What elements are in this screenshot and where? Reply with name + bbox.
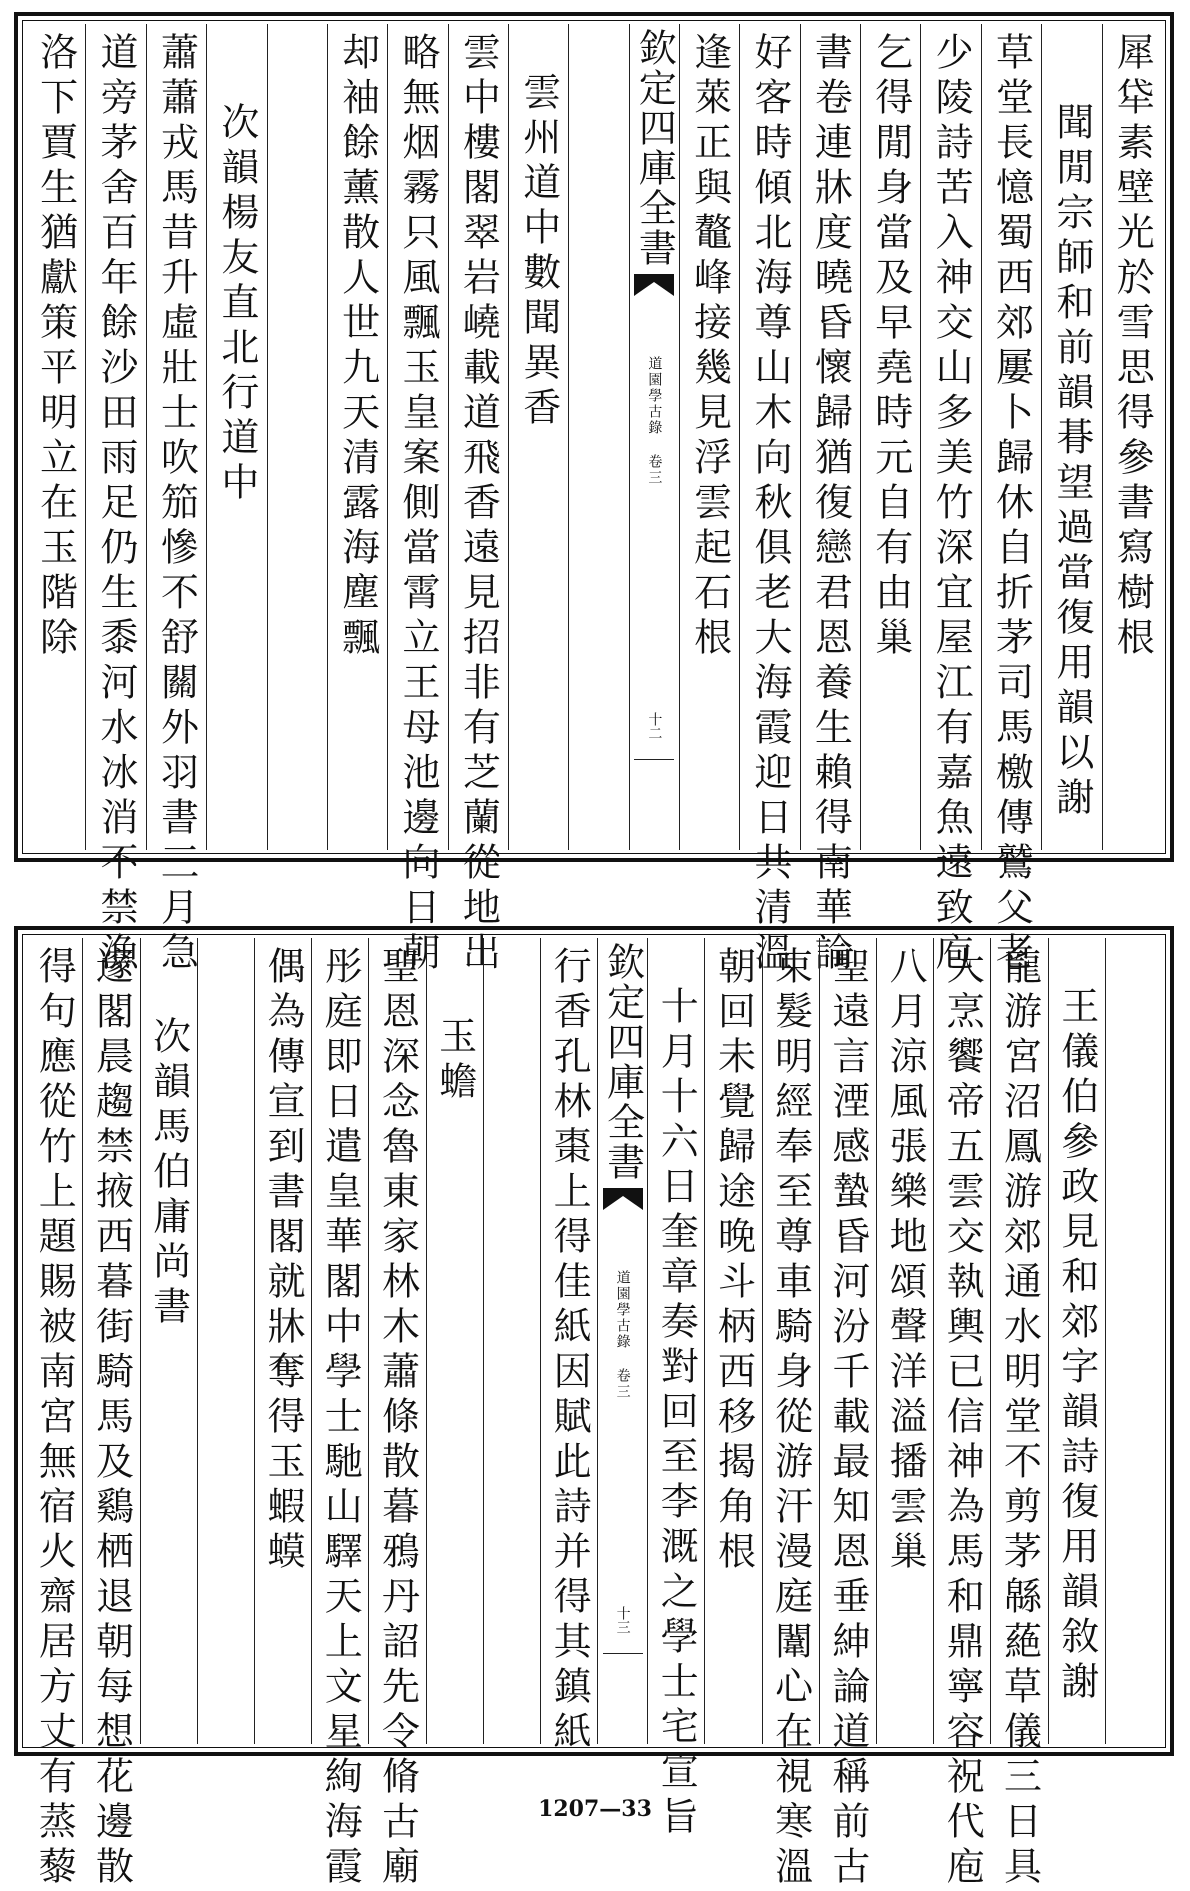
text-column xyxy=(267,24,327,850)
text-column xyxy=(483,938,540,1744)
text-column xyxy=(647,938,704,1841)
column-text: 偶為傳宣到書閣就牀奪得玉蝦蟆 xyxy=(261,946,306,1576)
column-text: 好客時傾北海尊山木向秋俱老大海霞迎日共清溫 xyxy=(747,32,792,977)
text-column xyxy=(1048,938,1105,1744)
column-text: 得句應從竹上題賜被南宮無宿火齋居方丈有蒸藜 xyxy=(32,946,77,1891)
text-column xyxy=(1041,24,1101,850)
text-column xyxy=(82,938,139,1891)
column-text: 次韻馬伯庸尚書 xyxy=(146,1016,191,1331)
work-title: 道園學古錄 卷三 xyxy=(646,356,663,486)
column-text: 次韻楊友直北行道中 xyxy=(214,102,259,507)
column-text: 洛下賈生猶獻策平明立在玉階除 xyxy=(33,32,78,662)
column-text: 少陵詩苦入神交山多美竹深宜屋江有嘉魚遠致庖 xyxy=(929,32,974,977)
text-column xyxy=(1102,24,1162,850)
text-column xyxy=(85,24,145,977)
column-text: 聖恩深念魯東家林木蕭條散暮鴉丹詔先令脩古廟 xyxy=(375,946,420,1891)
text-column xyxy=(206,24,266,850)
text-column xyxy=(800,24,860,977)
text-column xyxy=(197,938,254,1744)
text-column xyxy=(704,938,761,1744)
center-fold-column xyxy=(629,24,679,850)
column-text: 邃閣晨趨禁掖西暮街騎馬及鷄栖退朝每想花邊散 xyxy=(89,946,134,1891)
column-text: 八月涼風張樂地頌聲洋溢播雲巢 xyxy=(883,946,928,1576)
text-column xyxy=(448,24,508,977)
work-title: 道園學古錄 卷三 xyxy=(614,1270,631,1400)
column-text: 蕭蕭戎馬昔升虛壯士吹笳慘不舒關外羽書三月急 xyxy=(154,32,199,977)
column-text: 却袖餘薰散人世九天清露海塵飄 xyxy=(335,32,380,662)
folio-number: 十三 xyxy=(614,1606,631,1634)
text-column xyxy=(26,24,85,850)
text-column xyxy=(920,24,980,977)
book-title: 欽定四庫全書 xyxy=(632,28,677,268)
text-column xyxy=(311,938,368,1891)
column-text: 略無烟霧只風飄玉皇案側當霄立王母池邊向日朝 xyxy=(396,32,440,977)
text-column xyxy=(540,938,597,1756)
folio-number: 十二 xyxy=(646,712,663,740)
text-column xyxy=(990,938,1047,1891)
column-text: 大烹饗帝五雲交執輿已信神為馬和鼎寧容祝代庖 xyxy=(940,946,985,1891)
page-number: 1207—33 xyxy=(538,1796,652,1822)
fold-divider xyxy=(603,1653,643,1654)
column-text: 十月十六日奎章奏對回至李溉之學士宅宣旨 xyxy=(654,986,699,1841)
text-column xyxy=(327,24,387,850)
column-text: 彤庭即日遣皇華閣中學士馳山驛天上文星絢海霞 xyxy=(318,946,363,1891)
text-column xyxy=(568,24,628,850)
column-text: 束髮明經奉至尊車騎身從游汗漫庭闈心在視寒溫 xyxy=(768,946,813,1891)
column-text: 乞得閒身當及早堯時元自有由巢 xyxy=(868,32,913,662)
text-column xyxy=(860,24,920,850)
center-fold-column xyxy=(597,938,647,1744)
column-text: 雲州道中數聞異香 xyxy=(516,72,561,432)
upper-page-columns xyxy=(26,24,1162,977)
column-text: 聖遠言湮感蟄昏河汾千載最知恩垂紳論道稱前古 xyxy=(825,946,870,1891)
column-text: 聞閒宗師和前韻朞望過當復用韻以謝 xyxy=(1049,102,1094,822)
column-text: 玉蟾 xyxy=(432,1016,477,1106)
text-column xyxy=(146,24,206,977)
column-text: 龍游宮沼鳳游郊通水明堂不剪茅緜蕝草儀三日具 xyxy=(997,946,1042,1891)
fishtail-mark-icon xyxy=(634,274,674,296)
text-column xyxy=(426,938,483,1744)
text-column xyxy=(1105,938,1162,1744)
book-title: 欽定四庫全書 xyxy=(600,942,645,1182)
fishtail-mark-icon xyxy=(603,1188,643,1210)
fold-divider xyxy=(634,759,674,760)
column-text: 王儀伯參政見和郊字韻詩復用韻敘謝 xyxy=(1054,986,1099,1706)
text-column xyxy=(981,24,1041,977)
column-text: 逢萊正與鼇峰接幾見浮雲起石根 xyxy=(687,32,732,662)
column-text: 雲中樓閣翠岩嶢載道飛香遠見招非有芝蘭從地出 xyxy=(456,32,501,977)
text-column xyxy=(679,24,739,850)
column-text: 書卷連牀度曉昏懷歸猶復戀君恩養生賴得南華論 xyxy=(808,32,853,977)
text-column xyxy=(26,938,82,1891)
text-column xyxy=(876,938,933,1744)
column-text: 朝回未覺歸途晚斗柄西移揭角根 xyxy=(711,946,756,1576)
text-column xyxy=(254,938,311,1744)
column-text: 道旁茅舍百年餘沙田雨足仍生黍河水冰消不禁漁 xyxy=(94,32,139,977)
text-column xyxy=(368,938,425,1891)
text-column xyxy=(933,938,990,1891)
column-text: 行香孔林棗上得佳紙因賦此詩并得其鎮紙 xyxy=(547,946,592,1756)
text-column xyxy=(819,938,876,1891)
upper-page-frame xyxy=(14,12,1174,977)
lower-page xyxy=(0,916,1190,1891)
text-column xyxy=(508,24,568,850)
text-column xyxy=(140,938,197,1744)
text-column xyxy=(387,24,447,977)
text-column xyxy=(739,24,799,977)
text-column xyxy=(762,938,819,1891)
column-text: 草堂長憶蜀西郊屢卜歸休自折茅司馬檄傳鷲父老 xyxy=(989,32,1034,977)
column-text: 犀牮素壁光於雪思得參書寫樹根 xyxy=(1110,32,1155,662)
